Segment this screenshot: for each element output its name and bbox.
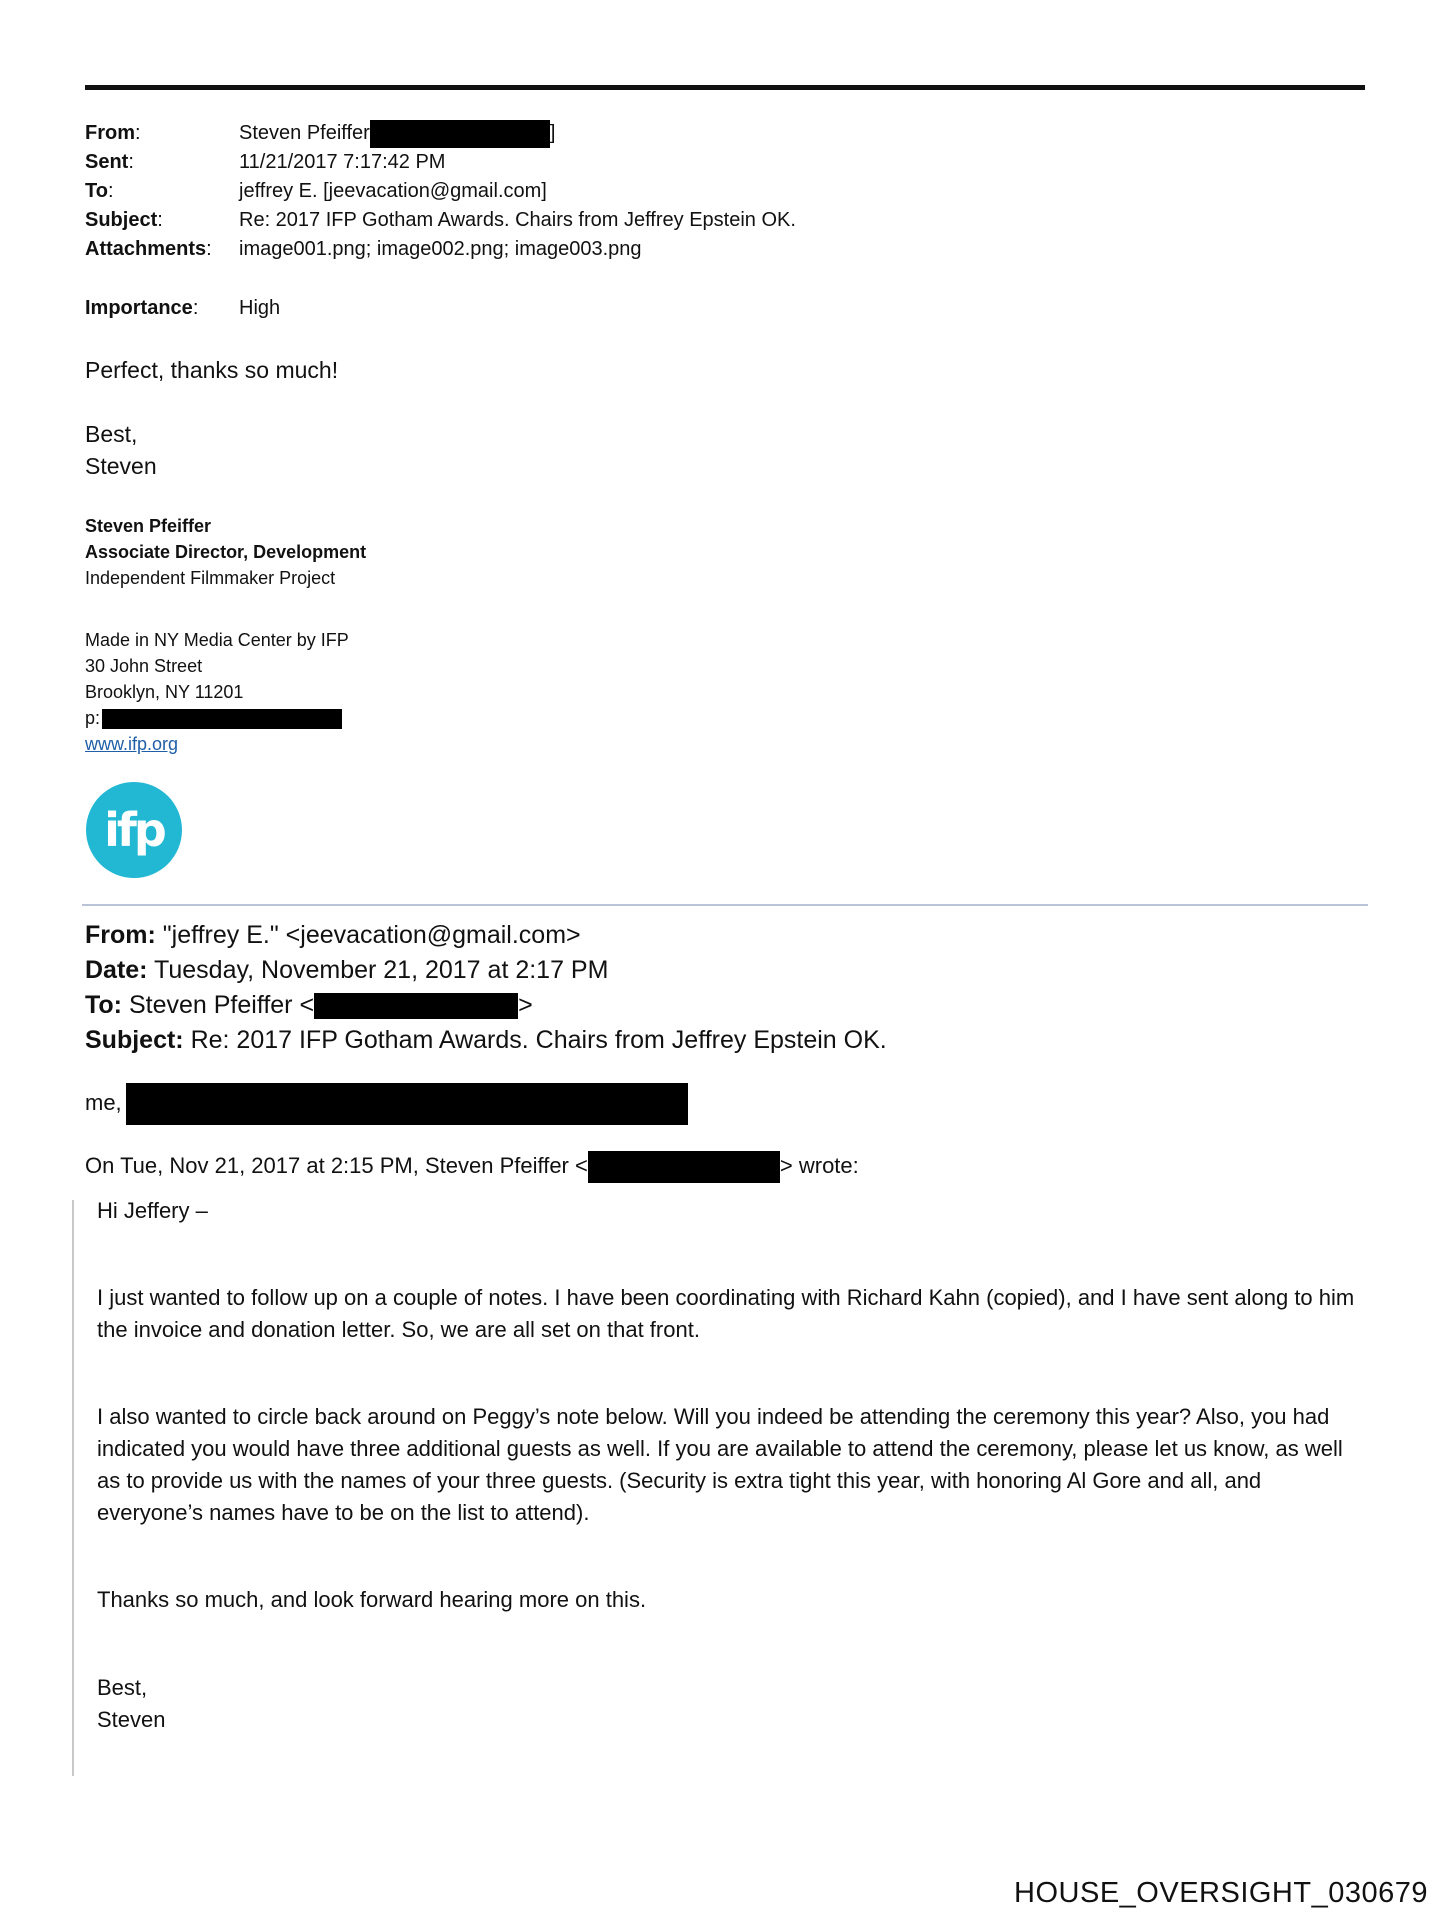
phone-row — [85, 705, 349, 731]
quoted-name: Steven — [97, 1707, 166, 1732]
quoted-closing: Best, — [97, 1675, 148, 1700]
redaction-block — [314, 993, 518, 1019]
sent-label: Sent — [85, 151, 129, 173]
header-from-row: From: Steven Pfeiffer ] — [85, 119, 555, 148]
angle-close: > — [779, 1153, 793, 1178]
signature-name: Steven Pfeiffer — [85, 516, 212, 536]
top-rule — [85, 85, 1365, 90]
redaction-block — [126, 1083, 688, 1125]
quoted-paragraph-3: Thanks so much, and look forward hearing more on this. — [97, 1587, 647, 1612]
header-sent-row: Sent: 11/21/2017 7:17:42 PM — [85, 148, 445, 177]
angle-open: < — [299, 991, 315, 1019]
signature-block — [85, 513, 366, 591]
subject-label: Subject — [85, 209, 158, 231]
phone-label: p: — [85, 708, 101, 728]
header-importance-row: Importance: High — [85, 294, 280, 323]
email2-to-row — [85, 988, 533, 1023]
quote-intro — [85, 1150, 859, 1183]
attachments-label: Attachments — [85, 238, 207, 260]
email1-closing: Best, — [85, 421, 138, 447]
email2-from-value: "jeffrey E." <jeevacation@gmail.com> — [162, 921, 581, 949]
from-value: Steven Pfeiffer — [239, 122, 370, 144]
website-link[interactable]: www.ifp.org — [85, 734, 179, 754]
to-value: jeffrey E. [jeevacation@gmail.com] — [239, 180, 547, 202]
signature-org: Independent Filmmaker Project — [85, 568, 336, 588]
email2-date-row — [85, 953, 608, 988]
sent-value: 11/21/2017 7:17:42 PM — [239, 151, 446, 173]
signature-address — [85, 627, 349, 757]
importance-label: Importance — [85, 297, 193, 319]
email2-from-label: From: — [85, 921, 156, 949]
email2-body-row — [85, 1083, 688, 1125]
email2-subject-value: Re: 2017 IFP Gotham Awards. Chairs from Jeffrey Epstein OK. — [190, 1026, 887, 1054]
quote-intro-text: On Tue, Nov 21, 2017 at 2:15 PM, Steven Pfeiffer — [85, 1153, 569, 1178]
email2-date-value: Tuesday, November 21, 2017 at 2:17 PM — [154, 956, 609, 984]
angle-close: > — [518, 991, 533, 1019]
email2-to-label: To: — [85, 991, 123, 1019]
subject-value: Re: 2017 IFP Gotham Awards. Chairs from Jeffrey Epstein OK. — [239, 209, 796, 231]
separator-line — [82, 904, 1368, 906]
address-line-2: 30 John Street — [85, 656, 203, 676]
quoted-paragraph-2: I also wanted to circle back around on Peggy’s note below. Will you indeed be attending the ceremony this year? Also, you had indicated you would have three additional guests as well. If you are available to attend the ceremony, please let us know, as well as to provide us with the names of your three guests. (Security is extra tight this year, with honoring Al Gore and all, and everyone’s names have to be on the list to attend). — [97, 1404, 1343, 1525]
attachments-value: image001.png; image002.png; image003.png — [239, 238, 642, 260]
redaction-block — [102, 709, 342, 729]
address-line-3: Brooklyn, NY 11201 — [85, 682, 244, 702]
header-to-row: To: jeffrey E. [jeevacation@gmail.com] — [85, 177, 547, 206]
to-label: To — [85, 180, 108, 202]
from-label: From — [85, 122, 135, 144]
quoted-paragraph-1: I just wanted to follow up on a couple of notes. I have been coordinating with Richard Kahn (copied), and I have sent along to him the invoice and donation letter. So, we are all set on that front. — [97, 1285, 1355, 1342]
email1-name: Steven — [85, 453, 157, 479]
address-line-1: Made in NY Media Center by IFP — [85, 630, 349, 650]
email2-date-label: Date: — [85, 956, 148, 984]
email1-body-line: Perfect, thanks so much! — [85, 357, 339, 383]
email2-body-prefix: me, — [85, 1089, 122, 1115]
redaction-block — [370, 120, 550, 148]
email2-from-row — [85, 918, 581, 953]
quote-bar — [72, 1200, 74, 1776]
header-subject-row: Subject: Re: 2017 IFP Gotham Awards. Chairs from Jeffrey Epstein OK. — [85, 206, 796, 235]
email2-to-value: Steven Pfeiffer — [128, 991, 293, 1019]
quoted-greeting: Hi Jeffery – — [97, 1198, 208, 1223]
header-attachments-row: Attachments: image001.png; image002.png; image003.png — [85, 235, 642, 264]
bates-number: HOUSE_OVERSIGHT_030679 — [1014, 1877, 1428, 1909]
email2-subject-row — [85, 1023, 887, 1058]
ifp-logo — [86, 782, 182, 878]
angle-open: < — [575, 1153, 588, 1178]
quote-intro-wrote: wrote: — [798, 1153, 859, 1178]
signature-title: Associate Director, Development — [85, 542, 367, 562]
importance-value: High — [239, 297, 281, 319]
email2-subject-label: Subject: — [85, 1026, 184, 1054]
redaction-block — [588, 1151, 780, 1183]
logo-text: ifp — [104, 803, 164, 857]
